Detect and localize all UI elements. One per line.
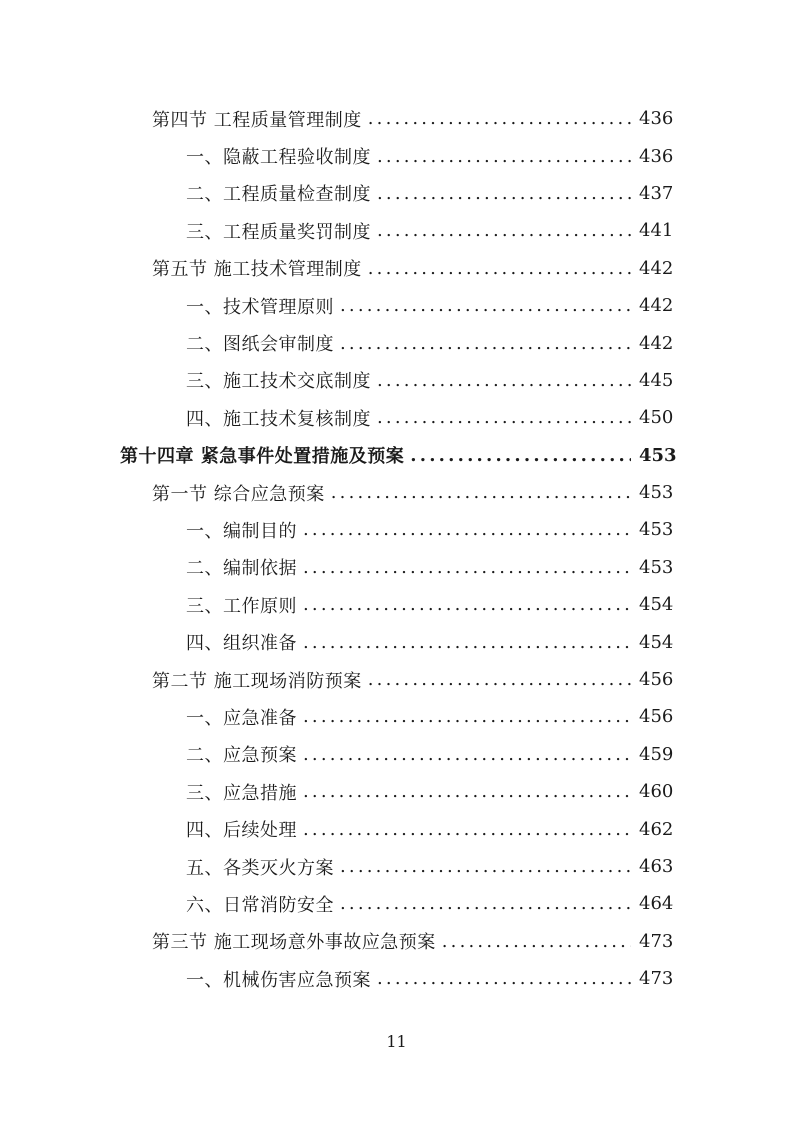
toc-dot-leader	[303, 557, 631, 578]
toc-entry-item[interactable]	[0, 586, 793, 623]
toc-entry-page-number: 450	[639, 407, 674, 429]
toc-entry-item[interactable]	[0, 885, 793, 922]
toc-entry-item[interactable]	[0, 848, 793, 885]
toc-entry-title: 二、编制依据	[186, 558, 297, 580]
toc-entry-item[interactable]	[0, 511, 793, 548]
toc-entry-title: 第二节 施工现场消防预案	[152, 670, 362, 692]
toc-entry-title: 三、施工技术交底制度	[186, 371, 371, 393]
toc-dot-leader	[303, 819, 631, 840]
toc-dot-leader	[340, 295, 631, 316]
toc-entry-page-number: 460	[639, 781, 674, 803]
table-of-contents	[0, 100, 793, 997]
toc-entry-page-number: 463	[639, 856, 674, 877]
toc-entry-item[interactable]	[0, 773, 793, 810]
toc-entry-title: 五、各类灭火方案	[186, 857, 334, 879]
toc-entry-title: 第十四章 紧急事件处置措施及预案	[120, 446, 405, 468]
toc-entry-item[interactable]	[0, 623, 793, 660]
toc-dot-leader	[377, 146, 631, 167]
toc-dot-leader	[303, 519, 631, 540]
toc-entry-page-number: 445	[639, 369, 674, 391]
toc-entry-title: 一、编制目的	[186, 520, 297, 542]
toc-entry-page-number: 462	[639, 818, 674, 840]
toc-entry-page-number: 453	[639, 519, 674, 541]
toc-entry-title: 第五节 施工技术管理制度	[152, 259, 362, 281]
toc-entry-title: 一、应急准备	[186, 707, 297, 729]
toc-dot-leader	[368, 258, 631, 279]
toc-dot-leader	[340, 893, 631, 914]
toc-entry-page-number: 456	[639, 706, 674, 728]
toc-entry-item[interactable]	[0, 698, 793, 735]
toc-entry-title: 四、组织准备	[186, 633, 297, 655]
toc-entry-page-number: 473	[639, 930, 674, 952]
toc-dot-leader	[331, 482, 631, 503]
toc-entry-page-number: 453	[639, 444, 677, 466]
toc-entry-page-number: 473	[639, 968, 674, 990]
toc-entry-page-number: 453	[639, 482, 674, 504]
toc-entry-title: 三、工程质量奖罚制度	[186, 221, 371, 243]
toc-entry-item[interactable]	[0, 549, 793, 586]
toc-dot-leader	[368, 669, 631, 690]
toc-dot-leader	[340, 333, 631, 354]
toc-entry-item[interactable]	[0, 399, 793, 436]
toc-entry-item[interactable]	[0, 212, 793, 249]
toc-entry-title: 一、隐蔽工程验收制度	[186, 147, 371, 169]
toc-dot-leader	[340, 856, 631, 877]
toc-entry-page-number: 442	[639, 295, 674, 317]
toc-entry-page-number: 454	[639, 594, 674, 616]
toc-entry-title: 四、施工技术复核制度	[186, 408, 371, 430]
toc-entry-page-number: 436	[639, 145, 674, 167]
toc-entry-page-number: 453	[639, 556, 674, 578]
toc-entry-title: 二、应急预案	[186, 745, 297, 767]
toc-entry-page-number: 442	[639, 332, 674, 354]
toc-entry-section[interactable]	[0, 474, 793, 511]
toc-dot-leader	[377, 183, 631, 204]
toc-dot-leader	[377, 220, 631, 241]
toc-entry-item[interactable]	[0, 175, 793, 212]
toc-dot-leader	[368, 108, 631, 129]
toc-entry-title: 四、后续处理	[186, 820, 297, 842]
toc-dot-leader	[377, 407, 631, 428]
toc-entry-item[interactable]	[0, 137, 793, 174]
toc-dot-leader	[303, 744, 631, 765]
toc-entry-section[interactable]	[0, 923, 793, 960]
toc-dot-leader	[442, 931, 631, 952]
toc-entry-page-number: 454	[639, 631, 674, 653]
toc-entry-title: 二、工程质量检查制度	[186, 184, 371, 206]
toc-entry-title: 第一节 综合应急预案	[152, 483, 325, 505]
toc-entry-title: 一、技术管理原则	[186, 296, 334, 318]
toc-dot-leader	[377, 968, 631, 989]
toc-entry-item[interactable]	[0, 287, 793, 324]
toc-dot-leader	[377, 370, 631, 391]
toc-entry-title: 第四节 工程质量管理制度	[152, 109, 362, 131]
toc-entry-title: 二、图纸会审制度	[186, 334, 334, 356]
toc-dot-leader	[303, 632, 631, 653]
toc-entry-item[interactable]	[0, 362, 793, 399]
toc-entry-item[interactable]	[0, 810, 793, 847]
page-number: 11	[386, 1032, 407, 1051]
toc-entry-section[interactable]	[0, 100, 793, 137]
toc-dot-leader	[303, 706, 631, 727]
toc-dot-leader	[303, 594, 631, 615]
toc-entry-item[interactable]	[0, 960, 793, 997]
toc-entry-title: 六、日常消防安全	[186, 894, 334, 916]
toc-dot-leader	[303, 781, 631, 802]
toc-entry-item[interactable]	[0, 324, 793, 361]
toc-entry-title: 三、工作原则	[186, 595, 297, 617]
toc-entry-title: 三、应急措施	[186, 782, 297, 804]
toc-entry-section[interactable]	[0, 661, 793, 698]
toc-entry-title: 第三节 施工现场意外事故应急预案	[152, 932, 436, 954]
toc-entry-page-number: 436	[639, 108, 674, 130]
toc-entry-page-number: 459	[639, 743, 674, 765]
toc-entry-page-number: 441	[639, 220, 674, 242]
toc-entry-page-number: 464	[639, 893, 674, 915]
toc-entry-page-number: 456	[639, 669, 674, 691]
toc-entry-title: 一、机械伤害应急预案	[186, 969, 371, 991]
toc-entry-item[interactable]	[0, 736, 793, 773]
toc-entry-page-number: 442	[639, 257, 674, 279]
toc-entry-page-number: 437	[639, 182, 674, 204]
toc-dot-leader	[410, 445, 631, 466]
toc-entry-chapter[interactable]	[0, 437, 793, 474]
toc-entry-section[interactable]	[0, 250, 793, 287]
